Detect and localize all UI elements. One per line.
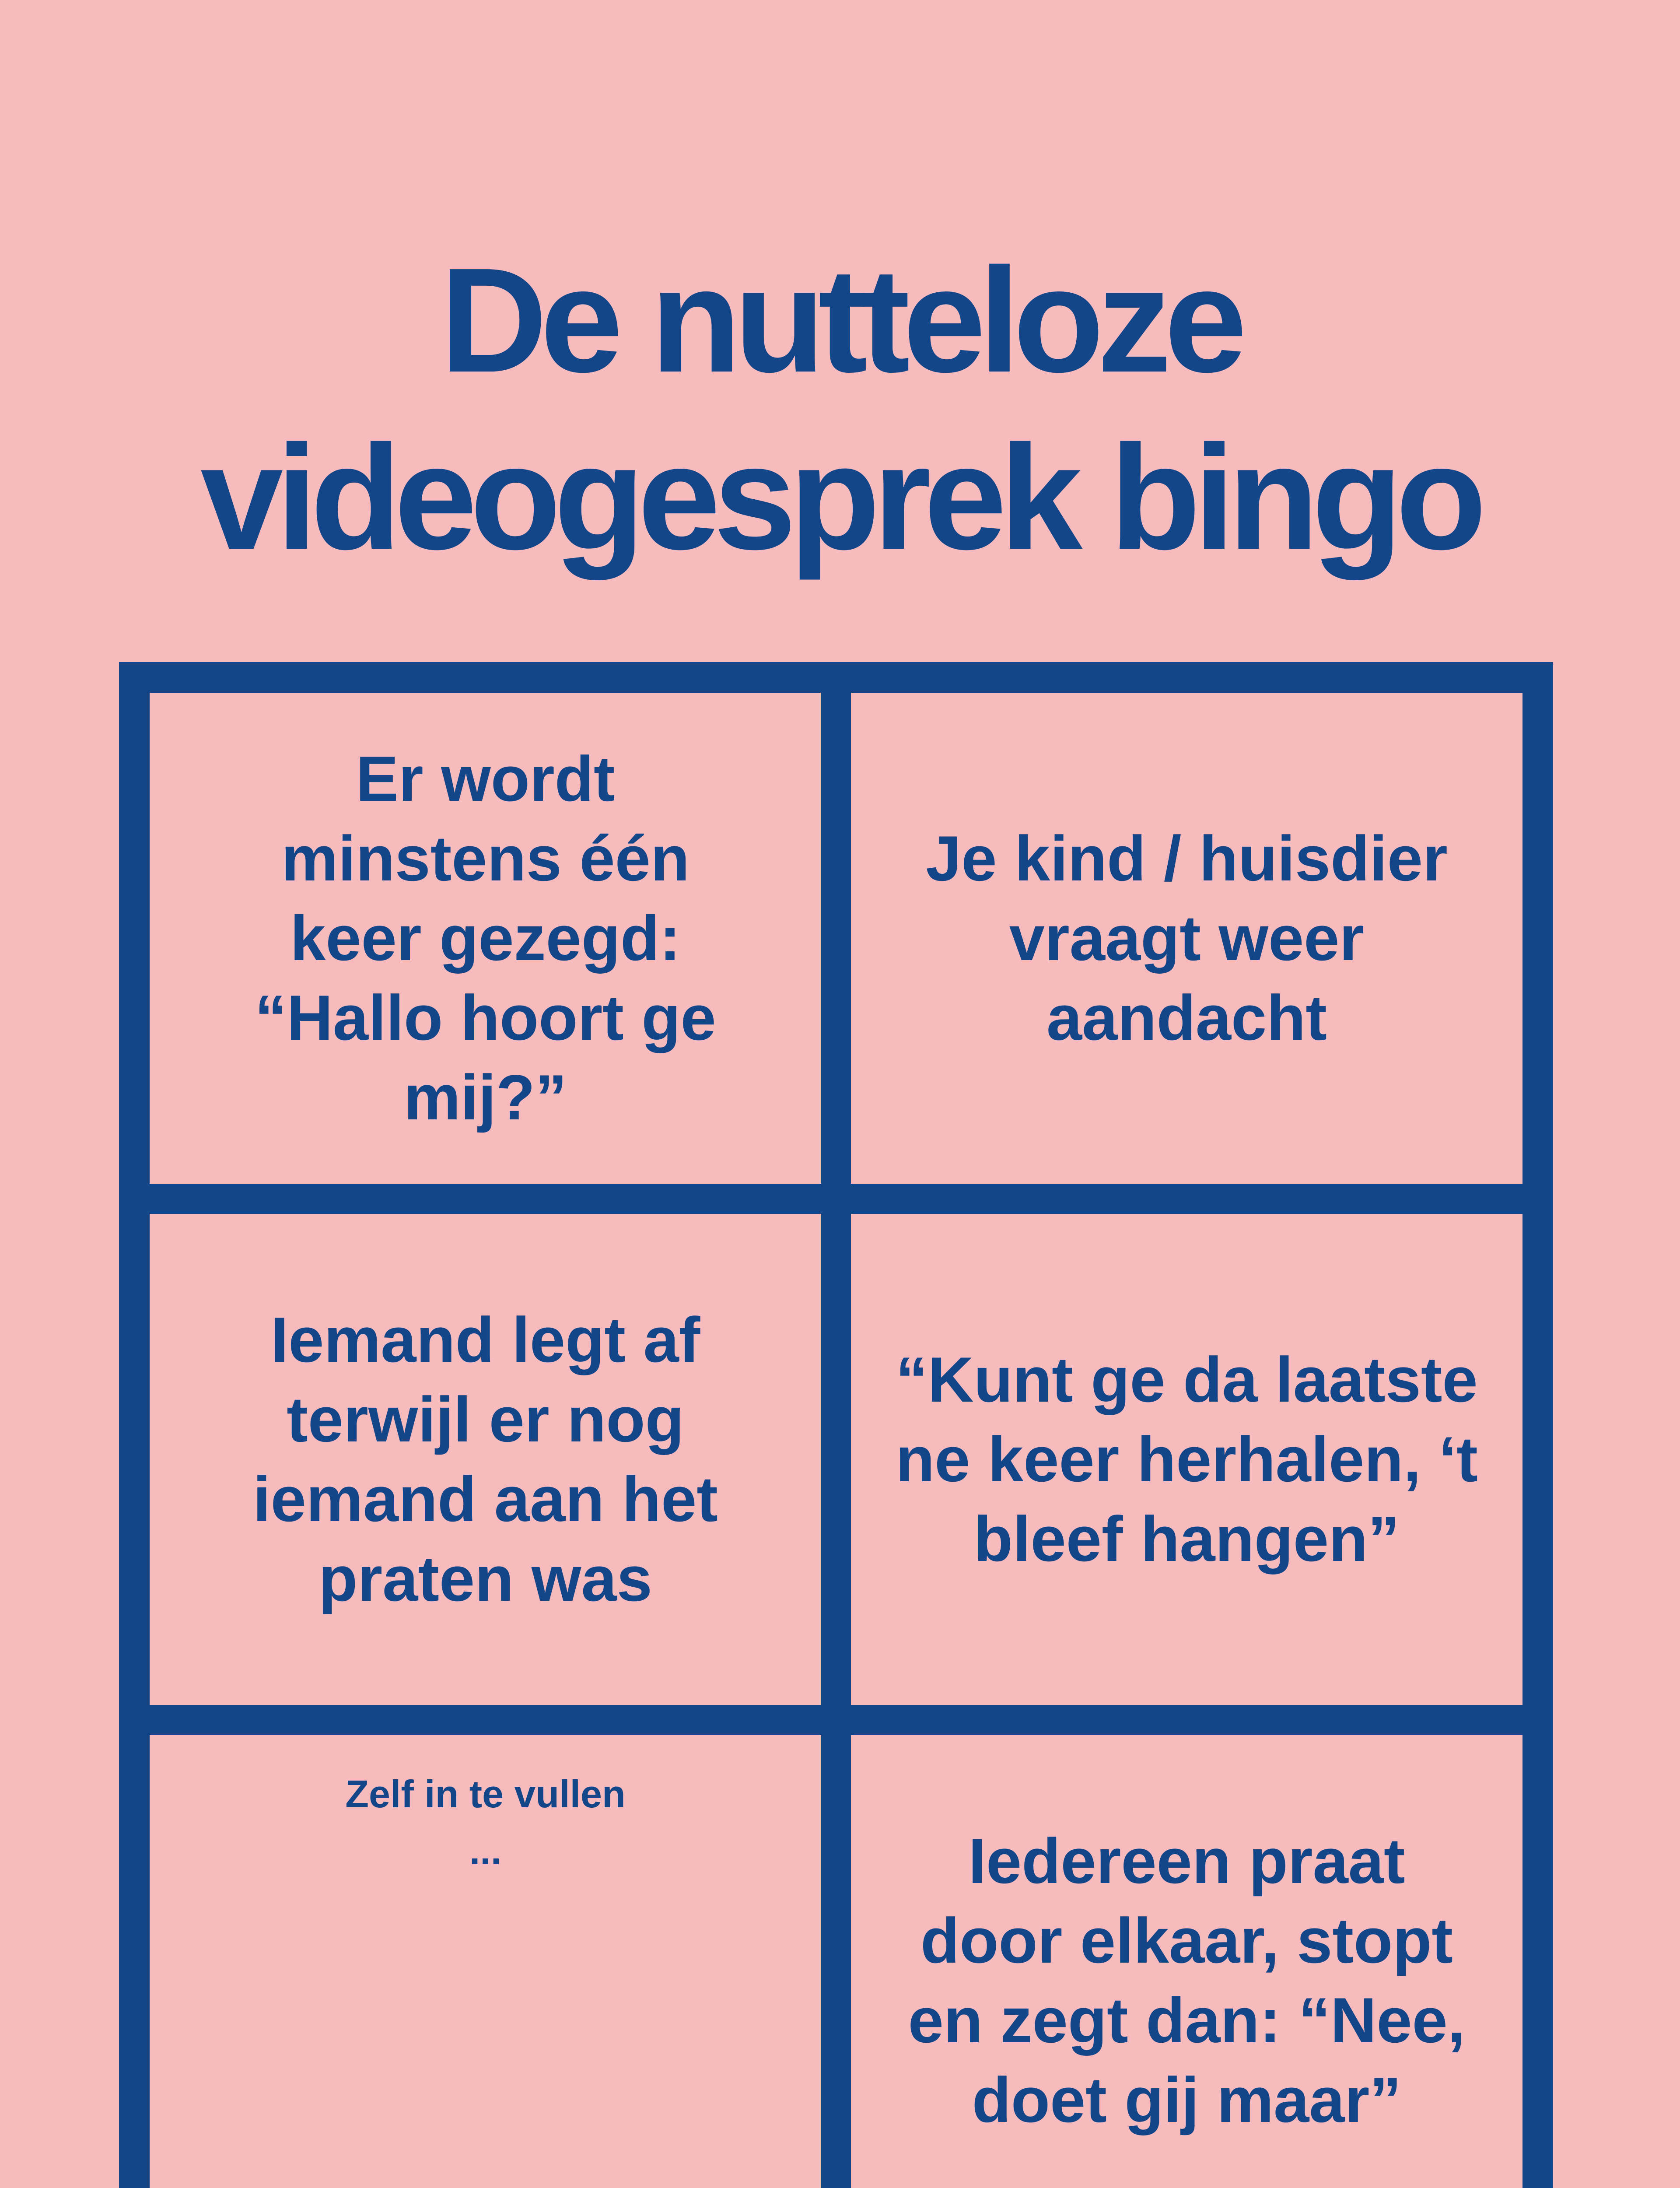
bingo-cell-iemand-legt-af[interactable] xyxy=(150,1214,821,1705)
title-line-1: De nutteloze xyxy=(440,237,1240,403)
bingo-cell-iedereen-praat[interactable] xyxy=(851,1735,1522,2188)
bingo-cell-hallo-hoort-ge-mij[interactable] xyxy=(150,693,821,1184)
bingo-cell-kunt-ge-herhalen[interactable] xyxy=(851,1214,1522,1705)
bingo-cell-text: “Kunt ge da laatste ne keer herhalen, ‘t bleef hangen” xyxy=(896,1344,1478,1574)
page-title xyxy=(0,232,1680,586)
bingo-cell-text: Zelf in te vullen ... xyxy=(345,1772,626,1872)
bingo-cell-zelf-in-te-vullen[interactable] xyxy=(150,1735,821,2188)
bingo-cell-text: Je kind / huisdier vraagt weer aandacht xyxy=(926,823,1448,1053)
title-line-2: videogesprek bingo xyxy=(200,414,1480,581)
bingo-grid xyxy=(119,662,1553,2188)
bingo-cell-text: Er wordt minstens één keer gezegd: “Hallo hoort ge mij?” xyxy=(255,743,716,1133)
bingo-cell-text: Iedereen praat door elkaar, stopt en zegt dan: “Nee, doet gij maar” xyxy=(908,1825,1466,2135)
bingo-cell-kind-huisdier[interactable] xyxy=(851,693,1522,1184)
bingo-cell-text: Iemand legt af terwijl er nog iemand aan het praten was xyxy=(253,1304,718,1614)
